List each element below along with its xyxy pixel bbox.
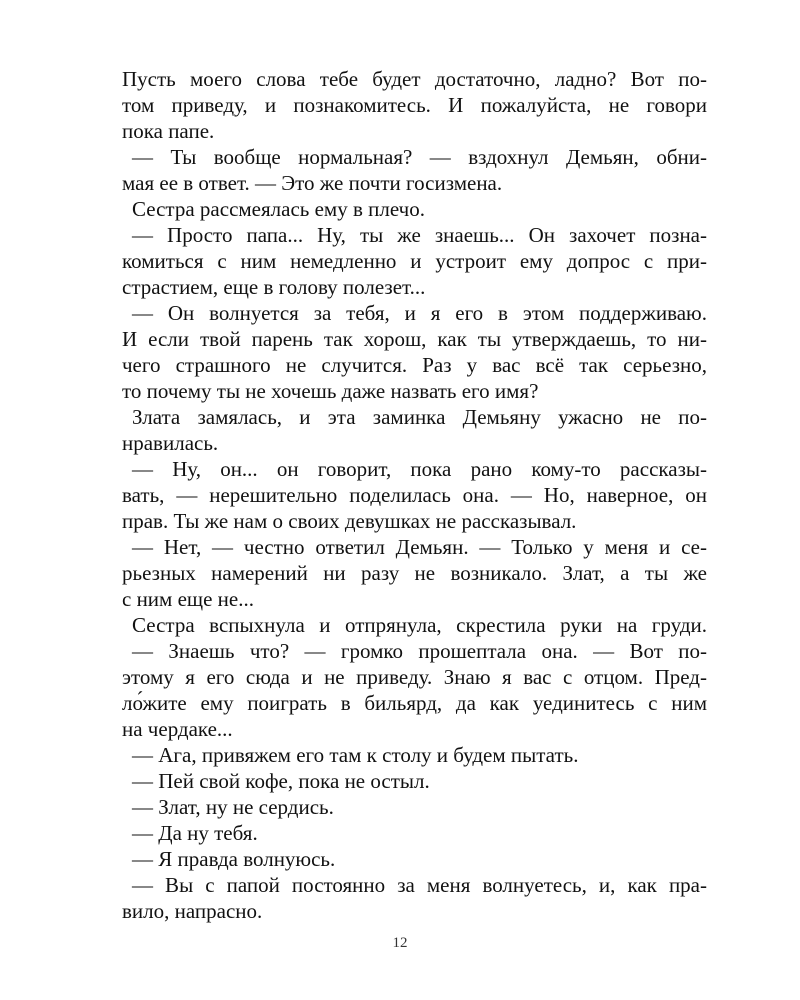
text-line: вило, напрасно.	[122, 899, 263, 923]
text-line: И если твой парень так хорош, как ты утверждаешь, то ни-	[122, 327, 707, 351]
text-line: Злата замялась, и эта заминка Демьяну ужасно не по-	[132, 405, 707, 429]
text-line: рьезных намерений ни разу не возникало. Злат, а ты же	[122, 561, 707, 585]
text-line: — Пей свой кофе, пока не остыл.	[132, 769, 430, 793]
text-line: — Нет, — честно ответил Демьян. — Только у меня и се-	[132, 535, 707, 559]
text-line: — Ага, привяжем его там к столу и будем пытать.	[132, 743, 579, 767]
text-line: чего страшного не случится. Раз у вас всё так серьезно,	[122, 353, 707, 377]
text-line: Сестра вспыхнула и отпрянула, скрестила руки на груди.	[132, 613, 707, 637]
text-line: мая ее в ответ. — Это же почти госизмена.	[122, 171, 503, 195]
text-line: — Злат, ну не сердись.	[132, 795, 334, 819]
text-line: прав. Ты же нам о своих девушках не рассказывал.	[122, 509, 577, 533]
text-line: — Ты вообще нормальная? — вздохнул Демьян, обни-	[132, 145, 707, 169]
text-line: Сестра рассмеялась ему в плечо.	[132, 197, 425, 221]
text-line: нравилась.	[122, 431, 219, 455]
page-number: 12	[392, 935, 408, 951]
text-line: — Я правда волнуюсь.	[132, 847, 336, 871]
text-line: том приведу, и познакомитесь. И пожалуйста, не говори	[122, 93, 707, 117]
text-line: вать, — нерешительно поделилась она. — Но, наверное, он	[122, 483, 707, 507]
text-line: — Просто папа... Ну, ты же знаешь... Он захочет позна-	[132, 223, 707, 247]
text-line: — Вы с папой постоянно за меня волнуетесь, и, как пра-	[132, 873, 707, 897]
text-line: страстием, еще в голову полезет...	[122, 275, 426, 299]
page-body-text	[122, 66, 707, 924]
text-line: с ним еще не...	[122, 587, 254, 611]
text-line: ло́жите ему поиграть в бильярд, да как уединитесь с ним	[122, 691, 707, 715]
text-line: — Знаешь что? — громко прошептала она. — Вот по-	[132, 639, 707, 663]
text-line: этому я его сюда и не приведу. Знаю я вас с отцом. Пред-	[122, 665, 707, 689]
text-line: Пусть моего слова тебе будет достаточно, ладно? Вот по-	[122, 67, 707, 91]
text-line: на чердаке...	[122, 717, 233, 741]
text-line: то почему ты не хочешь даже назвать его имя?	[122, 379, 539, 403]
text-line: — Да ну тебя.	[132, 821, 258, 845]
text-line: пока папе.	[122, 119, 215, 143]
text-line: комиться с ним немедленно и устроит ему допрос с при-	[122, 249, 707, 273]
text-line: — Он волнуется за тебя, и я его в этом поддерживаю.	[132, 301, 707, 325]
text-line: — Ну, он... он говорит, пока рано кому-то рассказы-	[132, 457, 707, 481]
